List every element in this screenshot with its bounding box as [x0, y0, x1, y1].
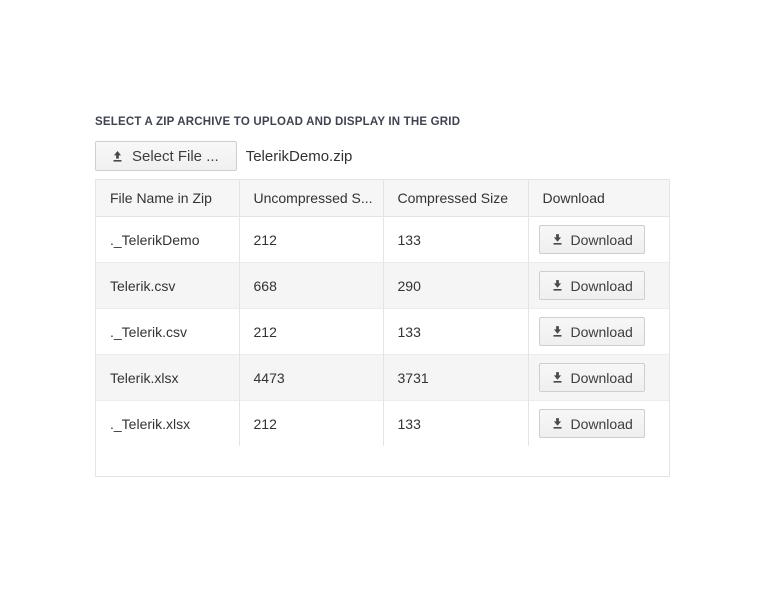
- cell-download: [528, 309, 669, 355]
- download-button[interactable]: [539, 409, 645, 438]
- table-row: [96, 401, 669, 447]
- zip-upload-demo-section: [95, 116, 670, 477]
- download-button[interactable]: [539, 317, 645, 346]
- download-button[interactable]: [539, 363, 645, 392]
- cell-compressed-size: 290: [383, 263, 528, 309]
- download-icon: [551, 371, 564, 384]
- download-icon: [551, 279, 564, 292]
- table-row: [96, 309, 669, 355]
- download-icon: [551, 233, 564, 246]
- page-title: SELECT A ZIP ARCHIVE TO UPLOAD AND DISPLAY IN THE GRID: [95, 116, 461, 128]
- cell-download: [528, 263, 669, 309]
- cell-uncompressed-size: 212: [239, 309, 383, 355]
- column-header-file-name: File Name in Zip: [96, 180, 239, 217]
- upload-icon: [111, 150, 124, 163]
- cell-uncompressed-size: 212: [239, 217, 383, 263]
- cell-compressed-size: 133: [383, 217, 528, 263]
- cell-file-name: ._Telerik.csv: [96, 309, 239, 355]
- cell-file-name: Telerik.csv: [96, 263, 239, 309]
- cell-download: [528, 217, 669, 263]
- table-row: [96, 355, 669, 401]
- table-row: [96, 263, 669, 309]
- download-button-label: Download: [570, 415, 633, 432]
- download-icon: [551, 325, 564, 338]
- column-header-download: Download: [528, 180, 669, 217]
- select-file-button-label: Select File ...: [132, 147, 219, 165]
- download-button-label: Download: [570, 277, 633, 294]
- cell-download: [528, 355, 669, 401]
- download-button-label: Download: [570, 323, 633, 340]
- download-button-label: Download: [570, 231, 633, 248]
- cell-compressed-size: 133: [383, 309, 528, 355]
- download-button[interactable]: [539, 271, 645, 300]
- cell-compressed-size: 3731: [383, 355, 528, 401]
- download-icon: [551, 417, 564, 430]
- column-header-uncompressed-size: Uncompressed S...: [239, 180, 383, 217]
- upload-widget: [95, 141, 670, 171]
- select-file-button[interactable]: [95, 141, 237, 171]
- selected-file-name: TelerikDemo.zip: [245, 147, 353, 165]
- cell-file-name: ._TelerikDemo: [110, 231, 200, 248]
- download-button[interactable]: [539, 225, 645, 254]
- cell-download: [528, 401, 669, 447]
- column-header-compressed-size: Compressed Size: [383, 180, 528, 217]
- table-row: [96, 217, 669, 263]
- cell-file-name: Telerik.xlsx: [96, 355, 239, 401]
- grid-table: [96, 180, 669, 446]
- cell-compressed-size: 133: [383, 401, 528, 447]
- cell-uncompressed-size: 4473: [239, 355, 383, 401]
- cell-uncompressed-size: 212: [239, 401, 383, 447]
- grid-header-row: [96, 180, 669, 217]
- download-button-label: Download: [570, 369, 633, 386]
- cell-file-name: ._Telerik.xlsx: [96, 401, 239, 447]
- zip-contents-grid: [95, 179, 670, 477]
- cell-uncompressed-size: 668: [239, 263, 383, 309]
